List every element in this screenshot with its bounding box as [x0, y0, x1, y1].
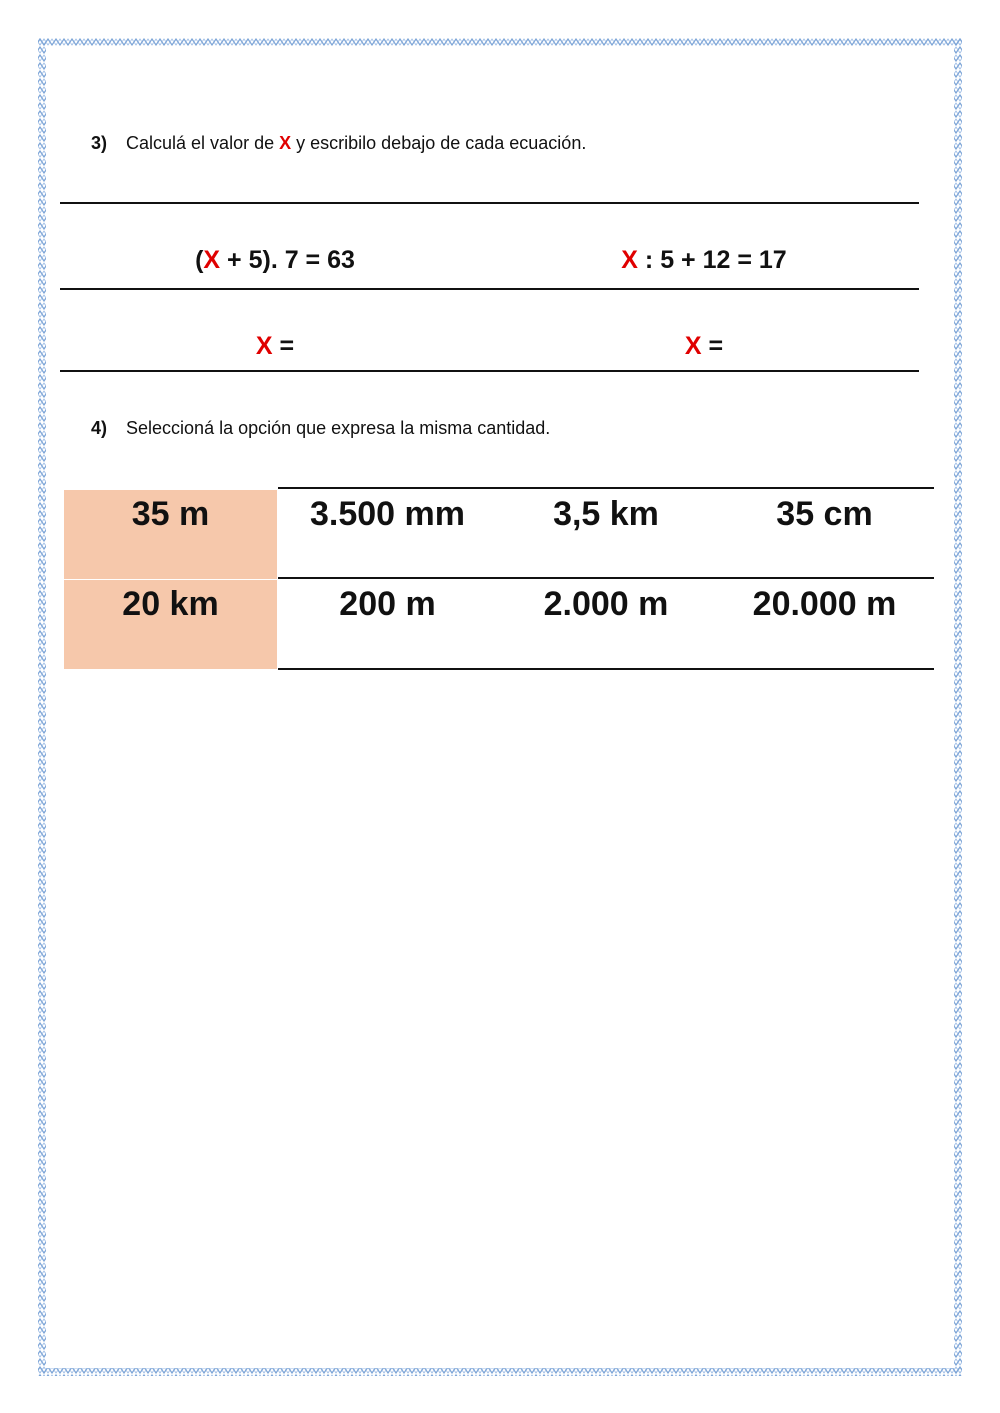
equation-1-variable: X: [203, 246, 221, 274]
question-4-number: 4): [91, 418, 108, 438]
question-3-text-after: y escribilo debajo de cada ecuación.: [296, 133, 587, 153]
row-2-label: 20 km: [64, 580, 277, 669]
table-top-rule: [278, 487, 934, 489]
question-4: [91, 418, 550, 439]
equations-mid-rule: [60, 288, 919, 290]
row-1-label: 35 m: [64, 490, 277, 579]
equations-top-rule: [60, 202, 919, 204]
answer-2[interactable]: [489, 332, 919, 361]
table-bottom-rule: [278, 668, 934, 670]
answer-2-sign: =: [708, 332, 724, 360]
equation-1: (X + 5). 7 = 63: [195, 246, 355, 274]
equations-bottom-rule: [60, 370, 919, 372]
question-3-number: 3): [91, 133, 108, 153]
answer-2-variable: X: [684, 332, 702, 360]
page-border: [38, 38, 962, 1376]
table-mid-rule: [278, 577, 934, 579]
equation-2-variable: X: [621, 246, 638, 274]
equation-1-rest: + 5). 7 = 63: [220, 246, 355, 274]
question-3-variable: X: [279, 133, 292, 153]
question-3-text-before: Calculá el valor de: [126, 133, 275, 153]
equation-2-rest: : 5 + 12 = 17: [637, 246, 787, 274]
row-1-option-3[interactable]: 35 cm: [776, 495, 873, 533]
row-1-option-2[interactable]: 3,5 km: [553, 495, 659, 533]
equation-2: [489, 246, 919, 275]
row-2-option-1[interactable]: 200 m: [339, 585, 436, 623]
answer-1-variable: X: [255, 332, 273, 360]
row-2-option-2[interactable]: 2.000 m: [543, 585, 669, 623]
row-2-option-3[interactable]: 20.000 m: [752, 585, 897, 623]
row-1-option-1[interactable]: 3.500 mm: [310, 495, 465, 533]
answer-1[interactable]: [60, 332, 490, 361]
question-4-text: Seleccioná la opción que expresa la misma cantidad.: [126, 418, 551, 438]
answer-1-sign: =: [279, 332, 295, 360]
question-3: [91, 133, 586, 154]
